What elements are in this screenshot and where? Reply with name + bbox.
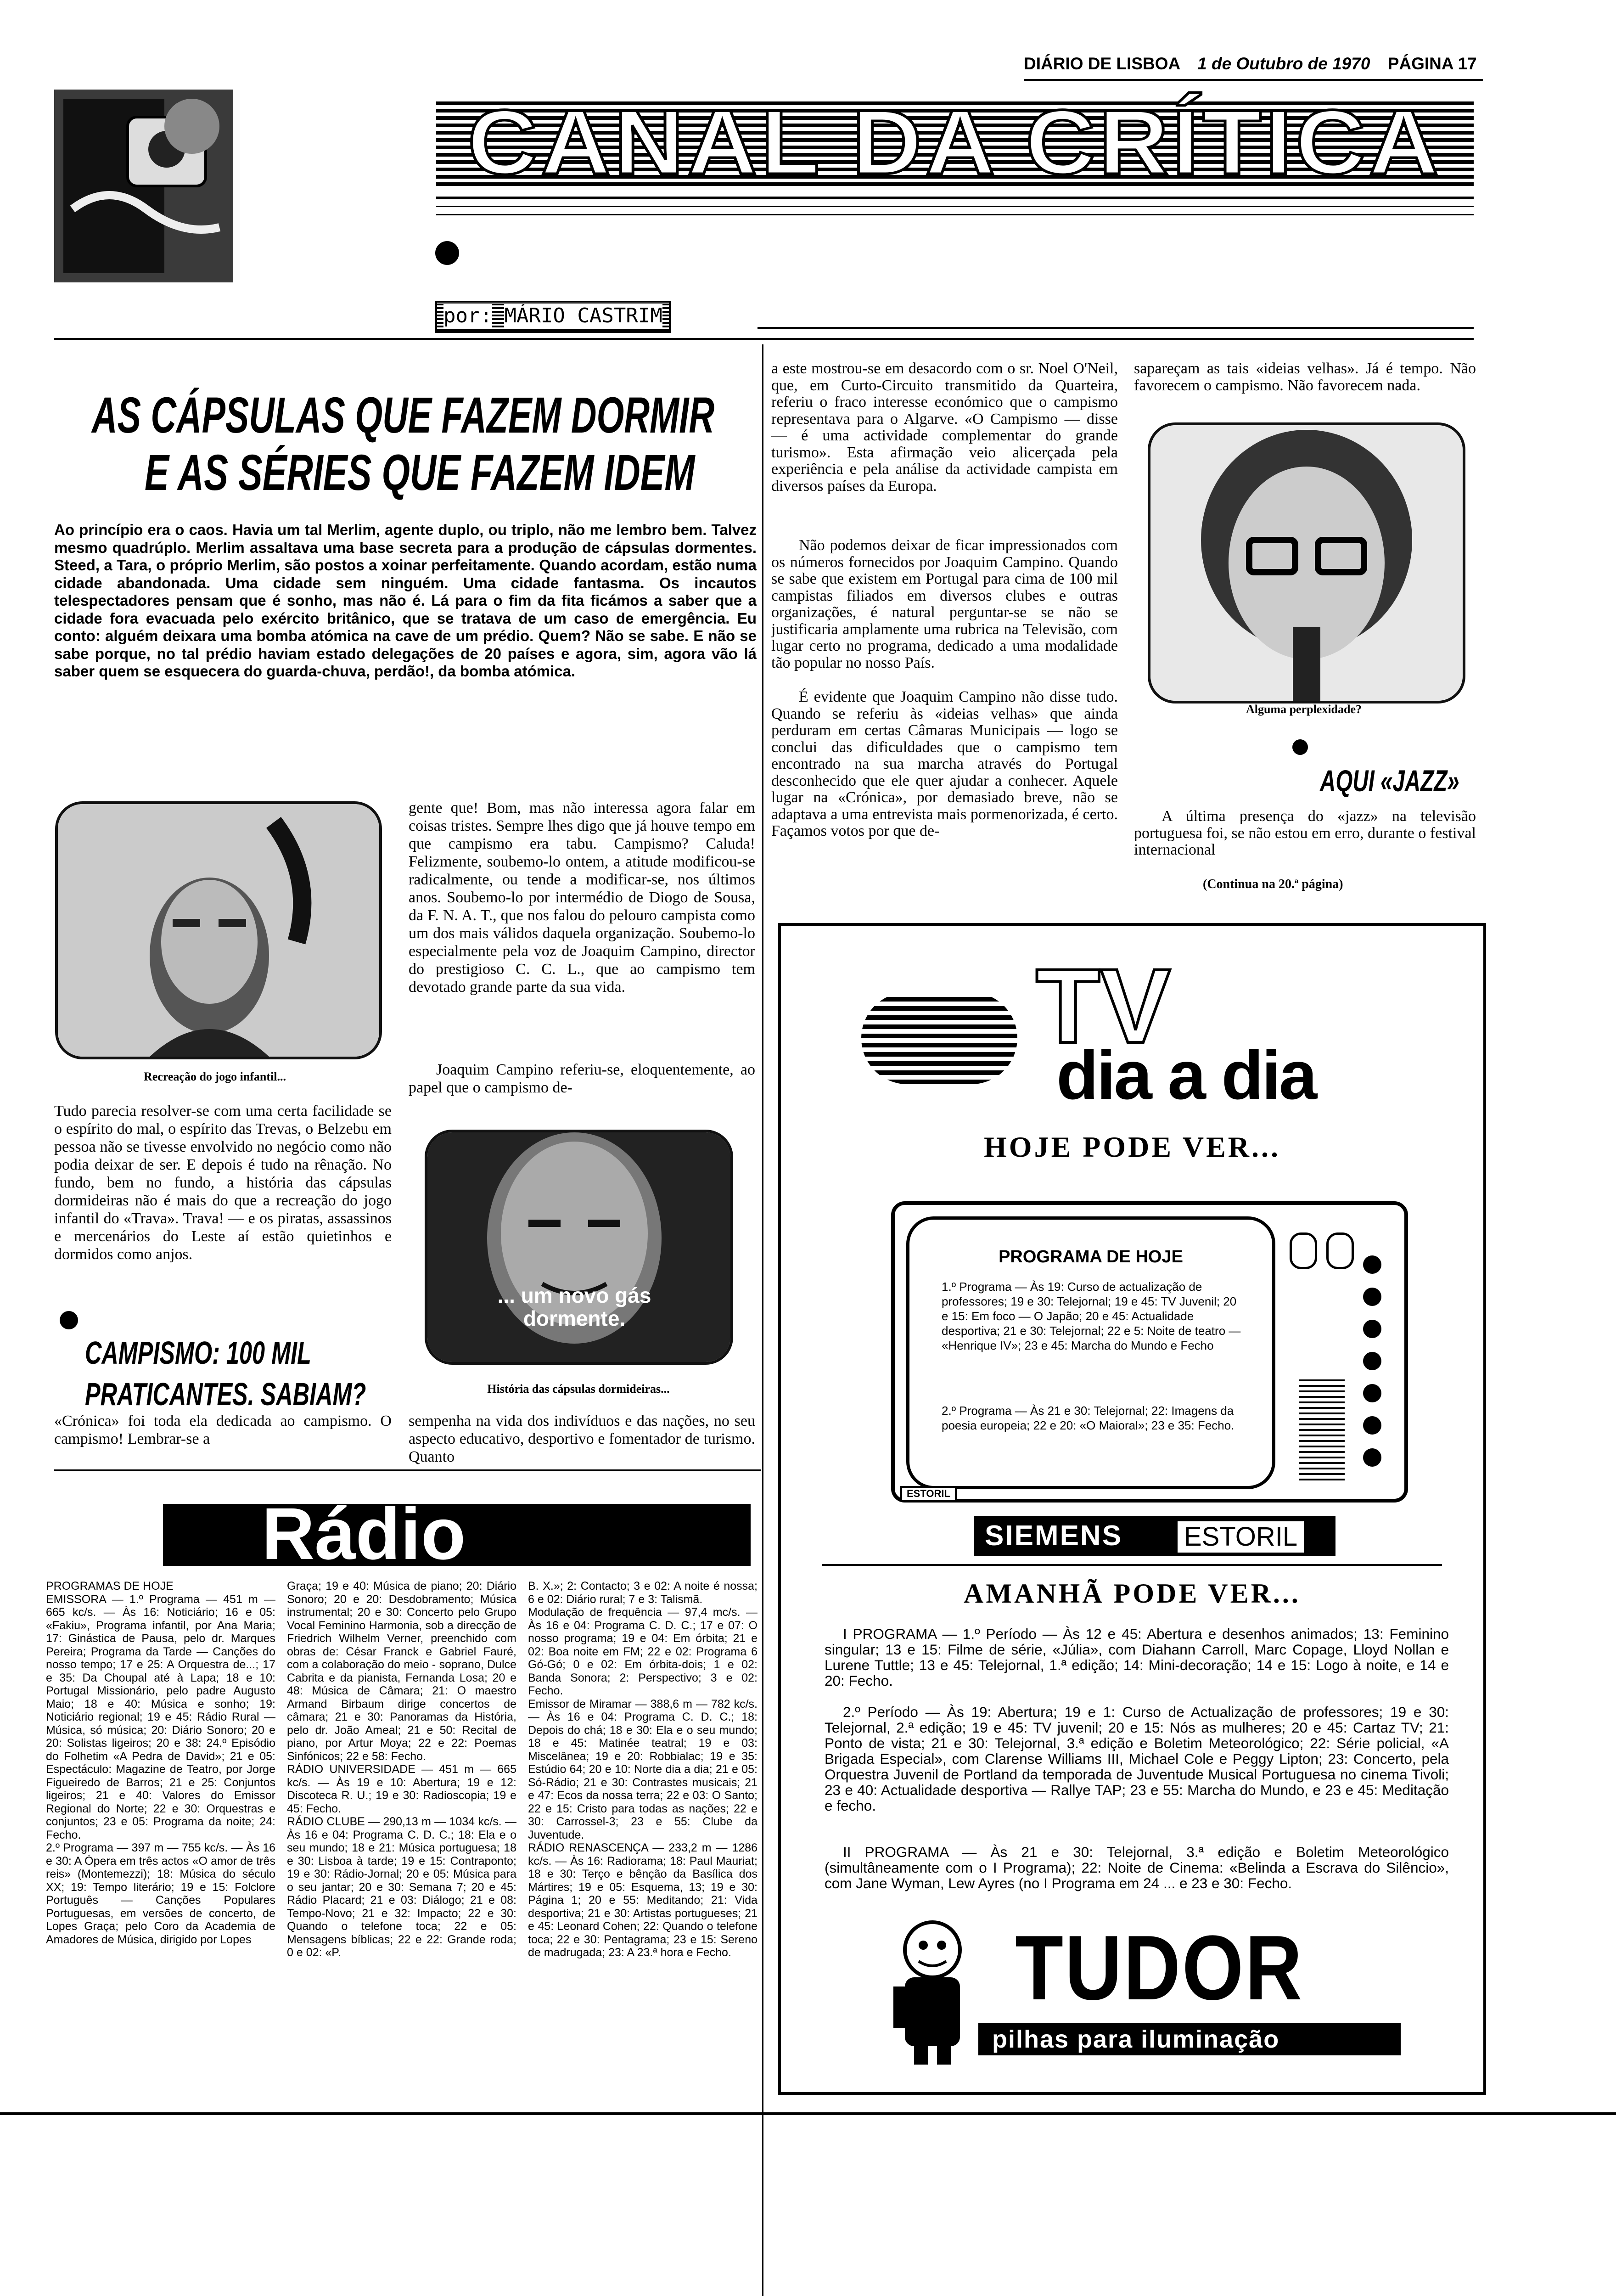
campismo-subhead — [85, 1336, 406, 1419]
byline-name: MÁRIO CASTRIM — [504, 304, 662, 327]
column-1-text: Tudo parecia resolver-se com uma certa facilidade se o espírito do mal, o espírito das Trevas, o Belzebu em pessoa não se tivesse envolvido no negócio como não podia deixar de ser. E depois é tudo na rênação. No fundo, bem no fundo, a história das cápsulas dormideiras não é mais do que a recreação do jogo infantil do «Trava». Trava! — e os piratas, assassinos e mercenários do Leste aí estão quietinhos e dormidos como anjos. — [54, 1103, 392, 1263]
tudor-tagline: pilhas para iluminação — [992, 2026, 1280, 2053]
tv-knob-1 — [1290, 1232, 1317, 1269]
tv-screen-program-1: 1.º Programa — Às 19: Curso de actualização de professores; 19 e 30: Telejornal; 19 e 45: TV Juvenil; 20 e 15: Em foco — O Japão; 20 e 45: Actualidade desportiva; 21 e 30: Telejornal; 22 e 5: Noite de teatro — «Henrique IV»; 23 e 45: Marcha do Mundo e Fecho — [942, 1280, 1241, 1352]
radio-title: Rádio — [262, 1504, 466, 1566]
jazz-text: A última presença do «jazz» na televisão portuguesa foi, se não estou em erro, durante o festival internacional — [1134, 808, 1476, 858]
tudor-ad — [887, 1913, 1437, 2069]
tv-button-1 — [1363, 1255, 1381, 1274]
tv-screen-title: PROGRAMA DE HOJE — [999, 1247, 1183, 1266]
title-rule-3 — [436, 214, 1474, 215]
tv-badge: ESTORIL — [900, 1486, 957, 1502]
title-rule-1 — [436, 197, 1474, 199]
tudor-brand: TUDOR — [1015, 1917, 1304, 2019]
photo-tv-1-art — [58, 804, 379, 1057]
column-4-text: sapareçam as tais «ideias velhas». Já é tempo. Não favorecem o campismo. Não favorecem nada. — [1134, 360, 1476, 394]
radio-column-3: B. X.»; 2: Contacto; 3 e 02: A noite é nossa; 6 e 02: Diário rural; 7 e 3: Talismã. Modulação de frequência — 97,4 mc/s. — Às 16 e 04: Programa C. D. C.; 17 e 07: O nosso programa; 19 e 04: Em órbita; 21 e 02: Boa noite em FM; 22 e 02: Programa 6 Gó-Gó; 0 e 02: Em órbita-dois; 1 e 02: Banda Sonora; 2: Perspectivo; 3 e 02: Fecho. Emissor de Miramar — 388,6 m — 782 kc/s. — Às 16 e 04: Programa C. D. C.; 18: Depois do chá; 18 e 30: Ela e o seu mundo; 18 e 45: Matinée teatral; 19 e 03: Miscelânea; 19 e 20: Robbialac; 19 e 35: Estúdio 64; 20 e 10: Norte dia a dia; 21 e 05: Só-Rádio; 21 e 30: Contrastes musicais; 21 e 47: Ecos da nossa terra; 22 e 03: O Santo; 22 e 15: Cristo para todas as nações; 22 e 30: Carrossel-3; 23 e 55: Clube da Juventude. RÁDIO RENASCENÇA — 233,2 m — 1286 kc/s. — Às 16: Radiorama; 18: Paul Mauriat; 18 e 30: Terço e bênção da Basílica dos Mártires; 19 e 05: Esquema, 13; 19 e 30: Página 1; 20 e 55: Meditando; 21: Vida desportiva; 21 e 30: Artistas portugueses; 21 e 45: Leonard Cohen; 22: Quando o telefone toca; 22 e 30: Pentagrama; 23 e 15: Sereno de madrugada; 23: A 23.ª hora e Fecho. — [528, 1580, 758, 1959]
radio-column-1: PROGRAMAS DE HOJE EMISSORA — 1.º Programa — 451 m — 665 kc/s. — Às 16: Noticiário; 16 e 05: «Fakiu», Programa infantil, por Ana Maria; 17: Ginástica de Pausa, pelo dr. Marques Pereira; Programa da Tarde — Canções do nosso tempo; 17 e 25: A Orquestra de...; 17 e 35: Da Choupal até à Lapa; 18 e 10: Portugal Missionário, pelo padre Augusto Maio; 18 e 40: Música e sonho; 19: Noticiário regional; 19 e 45: Rádio Rural — Música, só música; 20: Diário Sonoro; 20 e 20: Solistas ligeiros; 20 e 38: 24.º Episódio do Folhetim «A Pedra de David»; 21 e 05: Espectáculo: Magazine de Teatro, por Jorge Figueiredo de Barros; 21 e 25: Conjuntos ligeiros; 21 e 40: Valores do Emissor Regional do Norte; 22 e 30: Orquestras e conjuntos; 23 e 05: Programa da noite; 24: Fecho. 2.º Programa — 397 m — 755 kc/s. — Às 16 e 30: A Ópera em três actos «O amor de três reis» (Montemezzi); 18: Música do século XX; 19: Tempo literário; 19 e 15: Folclore Português — Canções Populares Portuguesas, em versões de concerto, de Lopes Graça; pelo Coro da Academia de Amadores de Música, dirigido por Lopes — [46, 1580, 275, 1946]
header-photo — [54, 90, 233, 282]
tv-ad-logo-tv: TV — [1036, 947, 1171, 1065]
amanha-rule — [822, 1564, 1442, 1566]
article-bottom-rule — [54, 1469, 761, 1471]
tv-screen — [906, 1216, 1275, 1489]
tv-ad-logo-sub: dia a dia — [1056, 1036, 1316, 1114]
photo-tv-1 — [55, 801, 382, 1059]
column-3-text-b: Não podemos deixar de ficar impressionados com os números fornecidos por Joaquim Campino. Quando se sabe que existem em Portugal para cima de 100 mil campistas filiados em diversos clubes e outras organizações, é natural perguntar-se se não se justificaria amplamente uma rubrica na Televisão, com lugar certo no programa, dedicado a uma modalidade tão popular no nosso País. — [771, 537, 1118, 671]
hoje-title: HOJE PODE VER... — [984, 1131, 1280, 1163]
column-2-text-b: Joaquim Campino referiu-se, eloquentemente, ao papel que o campismo de- — [409, 1061, 755, 1096]
header-photo-art — [54, 90, 233, 282]
column-3-text-c: É evidente que Joaquim Campino não disse tudo. Quando se referiu às «ideias velhas» que ainda perduram em certas Câmaras Municipais — logo se conclui das dificuldades que o campismo tem encontrado na sua marcha através do Portugal desconhecido que ele quer ajudar a conhecer. Aquele lugar na «Crónica», por demasiado breve, não se adaptava a uma entrevista mais pormenorizada, é certo. Façamos votos por que de- — [771, 688, 1118, 839]
jazz-bullet — [1292, 739, 1308, 755]
tudor-mascot-icon — [887, 1913, 978, 2069]
masthead-page: PÁGINA 17 — [1387, 54, 1477, 73]
tv-button-5 — [1363, 1384, 1381, 1402]
tv-button-4 — [1363, 1352, 1381, 1370]
masthead-rule — [1024, 79, 1483, 81]
headline-line1: AS CÁPSULAS QUE FAZEM DORMIR — [92, 387, 715, 444]
amanha-program-2: 2.º Período — Às 19: Abertura; 19 e 1: Curso de Actualização de professores; 19 e 30: Telejornal, 2.ª edição; 19 e 45: TV juvenil; 20 e 15: Nós as mulheres; 20 e 45: Cartaz TV; 21: Ponto de vista; 21 e 30: Telejornal, 3.ª edição e Boletim Meteorológico; 22: Série policial, «A Brigada Especial», com Clarense Williams III, Michael Cole e Peggy Lipton; 23: Concerto, pela Orquestra Juvenil de Portland da temporada de Juventude Musical Portuguesa no cinema Tivoli; 23 e 40: Actualidade desportiva — Rallye TAP; 23 e 55: Marcha do Mundo, e 23 e 45: Meditação e fecho. — [825, 1704, 1449, 1814]
column-2-tail: sempenha na vida dos indivíduos e das nações, no seu aspecto educativo, desportivo e fomentador de turismo. Quanto — [409, 1412, 755, 1465]
masthead-date: 1 de Outubro de 1970 — [1197, 54, 1370, 73]
tv-button-7 — [1363, 1448, 1381, 1467]
byline-rule — [758, 327, 1474, 329]
masthead — [1024, 54, 1483, 82]
top-full-rule — [54, 338, 1474, 340]
article-lead: Ao princípio era o caos. Havia um tal Merlim, agente duplo, ou triplo, não me lembro bem. Talvez mesmo quadrúplo. Merlim assaltava uma base secreta para a produção de cápsulas dormentes. Steed, a Tara, o próprio Merlim, são postos a xoinar perfeitamente. Quando acordam, estão numa cidade abandonada. Uma cidade sem ninguém. Uma cidade fantasma. Os incautos telespectadores pensam que é sonho, mas não é. Lá para o fim da fita ficámos a saber que a cidade fora evacuada pelo exército britânico, que se tratava de um caso de emergência. Eu conto: alguém deixara uma bomba atómica na cave de um prédio. Quem? Não se sabe. E não se sabe porque, no tal prédio haviam estado delegações de 20 países e agora, sim, agora vão lá saber quem se esquecera do guarda-chuva, perdão!, da bomba atómica. — [54, 521, 757, 680]
siemens-bar — [974, 1516, 1335, 1556]
caption-3: Alguma perplexidade? — [1246, 703, 1362, 716]
tv-button-3 — [1363, 1320, 1381, 1338]
radio-column-2: Graça; 19 e 40: Música de piano; 20: Diário Sonoro; 20 e 20: Desdobramento; Música instrumental; 20 e 30: Concerto pelo Grupo Vocal Feminino Harmonia, sob a direcção de Friedrich Wilhelm Verner, preenchido com obras de: César Franck e Gabriel Fauré, com a colaboração do meio - soprano, Dulce Cabrita e da pianista, Fernanda Losa; 20 e 48: Música de Câmara; 21: O maestro Armand Birbaum dirige concertos de câmara; 21 e 30: Panoramas da História, pelo dr. João Ameal; 21 e 50: Recital de piano, por Artur Moya; 22 e 22: Poemas Sinfónicos; 22 e 58: Fecho. RÁDIO UNIVERSIDADE — 451 m — 665 kc/s. — Às 19 e 10: Abertura; 19 e 12: Discoteca R. U.; 19 e 30: Radioscopia; 19 e 45: Fecho. RÁDIO CLUBE — 290,13 m — 1034 kc/s. — Às 16 e 04: Programa C. D. C.; 18: Ela e o seu mundo; 18 e 21: Música portuguesa; 18 e 30: Lisboa à tarde; 19 e 15: Contraponto; 19 e 30: Rádio-Jornal; 20 e 05: Música para o seu jantar; 20 e 30: Semana 7; 20 e 45: Rádio Placard; 21 e 03: Diálogo; 21 e 08: Tempo-Novo; 21 e 32: Impacto; 22 e 30: Quando o telefone toca; 22 e 05: Mensagens bíblicas; 22 e 22: Grande roda; 0 e 02: «P. — [287, 1580, 516, 1959]
tv-set — [891, 1201, 1408, 1503]
tv-screen-program-2: 2.º Programa — Às 21 e 30: Telejornal; 22: Imagens da poesia europeia; 22 e 20: «O Maioral»; 23 e 35: Fecho. — [942, 1404, 1234, 1432]
section-bullet — [435, 241, 459, 265]
tv-speaker — [1299, 1379, 1345, 1480]
headline — [53, 387, 760, 510]
continua-note: (Continua na 20.ª página) — [1203, 877, 1343, 891]
title-rule-2 — [436, 206, 1474, 207]
tv-ad-logo-stripes — [861, 992, 1017, 1084]
column-2-text: gente que! Bom, mas não interessa agora falar em coisas tristes. Sempre lhes digo que já houve tempo em que campismo era tabu. Campismo? Caluda! Felizmente, soubemo-lo ontem, a atitude modificou-se radicalmente, ou tende a modificar-se, nos últimos anos. Soubemo-lo por intermédio de Diogo de Sousa, da F. N. A. T., que nos falou do pelouro campista como um dos mais válidos daquela organização. Soubemo-lo especialmente pela voz de Joaquim Campino, director do prestigioso C. C. L., que ao campismo tem devotado grande parte da sua vida. — [409, 799, 755, 996]
column-1-tail: «Crónica» foi toda ela dedicada ao campismo. O campismo! Lembrar-se a — [54, 1412, 392, 1447]
caption-1: Recreação do jogo infantil... — [143, 1070, 286, 1083]
column-3-text-a: a este mostrou-se em desacordo com o sr. Noel O'Neil, que, em Curto-Circuito transmitido da Quarteira, referiu o fraco interesse económico que o campismo representava para o Algarve. «O Campismo — disse — é uma actividade complementar do grande turismo». Esta afirmação veio alicerçada pela experiência e pela análise da actividade campista em diversos países da Europa. — [771, 360, 1118, 495]
photo-tv-3-art — [1150, 425, 1463, 701]
byline-prefix: por: — [443, 304, 492, 327]
radio-banner — [163, 1504, 751, 1566]
campismo-bullet — [60, 1311, 78, 1329]
tv2-overlay: ... um novo gás dormente. — [497, 1283, 651, 1330]
jazz-subhead: AQUI «JAZZ» — [1320, 764, 1459, 798]
tv-button-2 — [1363, 1288, 1381, 1306]
section-title: CANAL DA CRÍTICA — [467, 90, 1442, 194]
campismo-line2: PRATICANTES. SABIAM? — [85, 1376, 366, 1412]
photo-tv-3 — [1148, 422, 1465, 703]
masthead-paper: DIÁRIO DE LISBOA — [1024, 54, 1180, 73]
page-bottom-rule — [0, 2112, 1616, 2115]
siemens-brand: SIEMENS — [985, 1520, 1123, 1552]
amanha-program-1: I PROGRAMA — 1.º Período — Às 12 e 45: Abertura e desenhos animados; 13: Feminino singular; 13 e 15: Filme de série, «Júlia», com Diahann Carroll, Marc Copage, Lloyd Nollan e Lurene Tuttle; 13 e 45: Telejornal, 1.ª edição; 14: Mini-decoração; 14 e 15: Logo à noite, e 14 e 20: Fecho. — [825, 1626, 1449, 1689]
column-divider — [762, 344, 763, 2296]
tv-knob-2 — [1326, 1232, 1354, 1269]
headline-line2: E AS SÉRIES QUE FAZEM IDEM — [145, 445, 695, 501]
photo-tv-2 — [425, 1130, 733, 1365]
caption-2: História das cápsulas dormideiras... — [487, 1382, 670, 1396]
byline — [435, 301, 671, 333]
amanha-title: AMANHÃ PODE VER... — [964, 1578, 1301, 1609]
amanha-program-3: II PROGRAMA — Às 21 e 30: Telejornal, 3.ª edição e Boletim Meteorológico (simultâneamente com o I Programa); 22: Noite de Cinema: «Belinda a Escrava do Silêncio», com Jane Wyman, Lew Ayres (no I Programa em 24 ... e 23 e 30: Fecho. — [825, 1844, 1449, 1891]
tv-button-6 — [1363, 1416, 1381, 1435]
tv-ad — [778, 923, 1486, 2095]
campismo-line1: CAMPISMO: 100 MIL — [85, 1335, 311, 1371]
siemens-model: ESTORIL — [1178, 1521, 1304, 1553]
